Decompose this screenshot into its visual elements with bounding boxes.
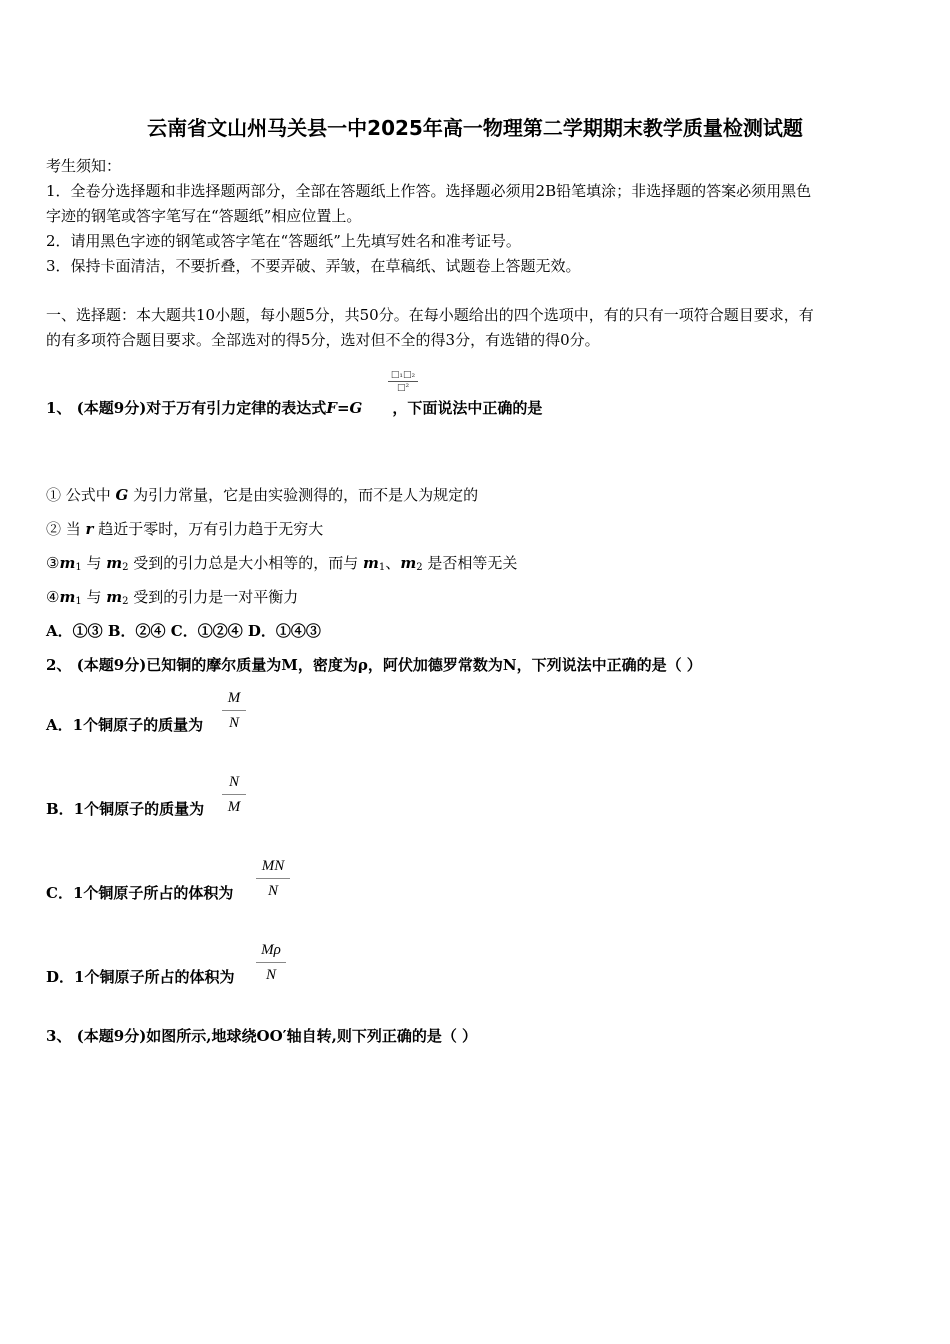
section-intro: 一、选择题：本大题共10小题，每小题5分，共50分。在每小题给出的四个选项中，有的只有一项符合题目要求，有 [46, 306, 814, 324]
question-1-stem [46, 397, 542, 418]
option-a-label: A．1个铜原子的质量为 [46, 716, 204, 734]
formula-fraction [388, 370, 418, 393]
statement-text: ① 公式中 [46, 486, 116, 504]
formula: F=G [326, 399, 363, 417]
variable: m [363, 554, 379, 572]
fraction-numerator: Mρ [261, 942, 281, 958]
option-b-label: B．1个铜原子的质量为 [46, 800, 205, 818]
subscript: 1 [378, 562, 386, 573]
question-3-stem: 3、 (本题9分)如图所示,地球绕OO′轴自转,则下列正确的是（ ） [46, 1027, 478, 1045]
subscript: 2 [122, 596, 129, 607]
statement-3 [46, 552, 517, 573]
page-title: 云南省文山州马关县一中2025年高一物理第二学期期末教学质量检测试题 [147, 116, 803, 140]
statement-text: 受到的引力是一对平衡力 [128, 588, 299, 606]
statement-text: ③ [46, 554, 60, 572]
statement-text: 是否相等无关 [422, 554, 518, 572]
statement-text: 趋近于零时，万有引力趋于无穷大 [93, 520, 324, 538]
option-d-label: D．1个铜原子所占的体积为 [46, 968, 235, 986]
fraction-numerator: MN [261, 858, 285, 874]
variable: r [85, 520, 94, 538]
notice-item: 字迹的钢笔或答字笔写在“答题纸”相应位置上。 [46, 207, 362, 225]
notice-heading: 考生须知： [46, 157, 122, 175]
fraction-numerator: M [227, 690, 241, 706]
statement-text: 与 [81, 554, 107, 572]
option-c-label: C．1个铜原子所占的体积为 [46, 884, 234, 902]
statement-text: 与 [81, 588, 107, 606]
subscript: 2 [122, 562, 129, 573]
subscript: 1 [75, 562, 82, 573]
fraction-numerator: □₁□₂ [390, 370, 416, 380]
option-b-fraction [222, 771, 246, 818]
fraction-numerator: N [228, 774, 239, 790]
statement-text: 受到的引力总是大小相等的，而与 [128, 554, 364, 572]
variable: G [115, 486, 129, 504]
statement-1 [46, 484, 478, 505]
option-d-fraction [256, 939, 286, 986]
statement-text: ④ [46, 588, 60, 606]
option-a-fraction [222, 687, 246, 734]
statement-text: 为引力常量，它是由实验测得的，而不是人为规定的 [128, 486, 479, 504]
notice-item: 3．保持卡面清洁，不要折叠，不要弄破、弄皱，在草稿纸、试题卷上答题无效。 [46, 257, 581, 275]
subscript: 2 [416, 562, 423, 573]
fraction-denominator: N [267, 883, 278, 899]
question-1-suffix: ，下面说法中正确的是 [392, 399, 543, 417]
question-1-options: A．①③ B．②④ C．①②④ D．①④③ [46, 622, 321, 640]
fraction-denominator: N [228, 715, 239, 731]
variable: m [400, 554, 417, 572]
fraction-denominator: M [227, 799, 241, 815]
fraction-denominator: □² [396, 383, 410, 393]
statement-4 [46, 586, 298, 607]
notice-item: 1．全卷分选择题和非选择题两部分，全部在答题纸上作答。选择题必须用2B铅笔填涂；非选择题的答案必须用黑色 [46, 182, 812, 200]
fraction-denominator: N [265, 967, 276, 983]
option-c-fraction [256, 855, 290, 902]
variable: m [106, 554, 123, 572]
subscript: 1 [75, 596, 82, 607]
variable: m [59, 554, 76, 572]
statement-text: ② 当 [46, 520, 86, 538]
question-2-stem: 2、 (本题9分)已知铜的摩尔质量为M，密度为ρ，阿伏加德罗常数为N，下列说法中正确的是（ ） [46, 656, 702, 674]
variable: m [106, 588, 123, 606]
section-intro: 的有多项符合题目要求。全部选对的得5分，选对但不全的得3分，有选错的得0分。 [46, 331, 600, 349]
statement-2 [46, 518, 323, 539]
notice-item: 2．请用黑色字迹的钢笔或答字笔在“答题纸”上先填写姓名和准考证号。 [46, 232, 521, 250]
statement-text: 、 [385, 554, 401, 572]
variable: m [59, 588, 76, 606]
question-1-prefix: 1、 (本题9分)对于万有引力定律的表达式 [46, 399, 327, 417]
